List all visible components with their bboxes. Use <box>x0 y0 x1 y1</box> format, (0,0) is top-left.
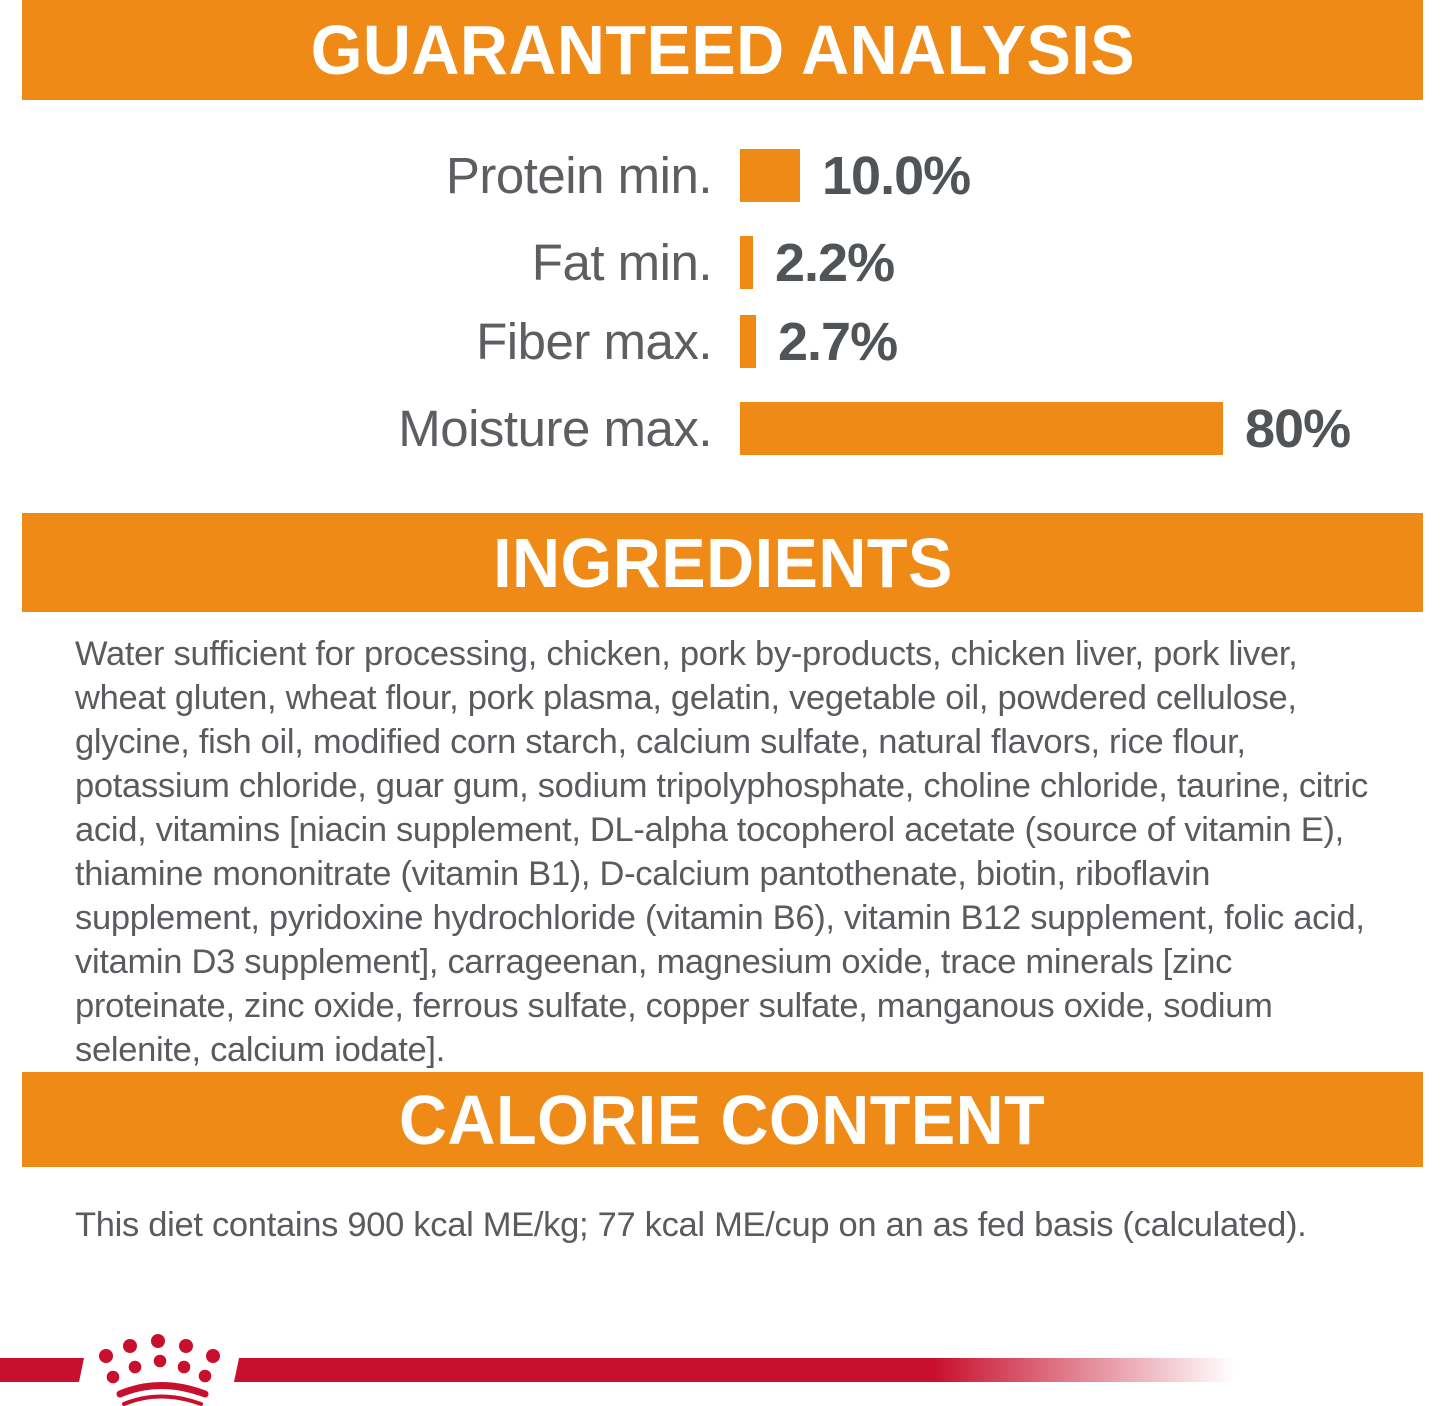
analysis-label: Moisture max. <box>398 400 712 457</box>
analysis-bar <box>740 236 753 289</box>
guaranteed-analysis-title: GUARANTEED ANALYSIS <box>310 11 1135 89</box>
brand-stripe-left <box>0 1358 84 1382</box>
analysis-bar <box>740 402 1223 455</box>
analysis-label: Protein min. <box>445 147 712 204</box>
analysis-value: 80% <box>1245 398 1351 459</box>
calorie-content-banner <box>22 1072 1423 1167</box>
analysis-row-protein <box>0 145 1445 206</box>
ingredients-banner <box>22 513 1423 612</box>
analysis-value: 2.7% <box>778 311 898 372</box>
ingredients-text: Water sufficient for processing, chicken, pork by-products, chicken liver, pork liver, wheat gluten, wheat flour, pork plasma, gelatin, vegetable oil, powdered cellulose, glycine, fish oil, modified corn starch, calcium sulfate, natural flavors, rice flour, potassium chloride, guar gum, sodium tripolyphosphate, choline chloride, taurine, citric acid, vitamins [niacin supplement, DL-alpha tocopherol acetate (source of vitamin E), thiamine mononitrate (vitamin B1), D-calcium pantothenate, biotin, riboflavin supplement, pyridoxine hydrochloride (vitamin B6), vitamin B12 supplement, folic acid, vitamin D3 supplement], carrageenan, magnesium oxide, trace minerals [zinc proteinate, zinc oxide, ferrous sulfate, copper sulfate, manganous oxide, sodium selenite, calcium iodate]. <box>75 635 1368 1069</box>
analysis-label: Fat min. <box>531 234 712 291</box>
guaranteed-analysis-banner <box>22 0 1423 100</box>
analysis-value: 10.0% <box>822 145 971 206</box>
analysis-value: 2.2% <box>775 232 895 293</box>
ingredients-title: INGREDIENTS <box>492 523 953 602</box>
analysis-row-fiber <box>0 311 1445 372</box>
calorie-content-text: This diet contains 900 kcal ME/kg; 77 kcal ME/cup on an as fed basis (calculated). <box>75 1206 1307 1244</box>
analysis-row-moisture <box>0 398 1445 459</box>
analysis-row-fat <box>0 232 1445 293</box>
analysis-bar <box>740 315 756 368</box>
brand-stripe-right <box>234 1358 1234 1382</box>
royal-canin-crown-icon <box>93 1330 223 1406</box>
calorie-content-title: CALORIE CONTENT <box>399 1080 1046 1159</box>
analysis-label: Fiber max. <box>476 313 712 370</box>
analysis-bar <box>740 149 800 202</box>
